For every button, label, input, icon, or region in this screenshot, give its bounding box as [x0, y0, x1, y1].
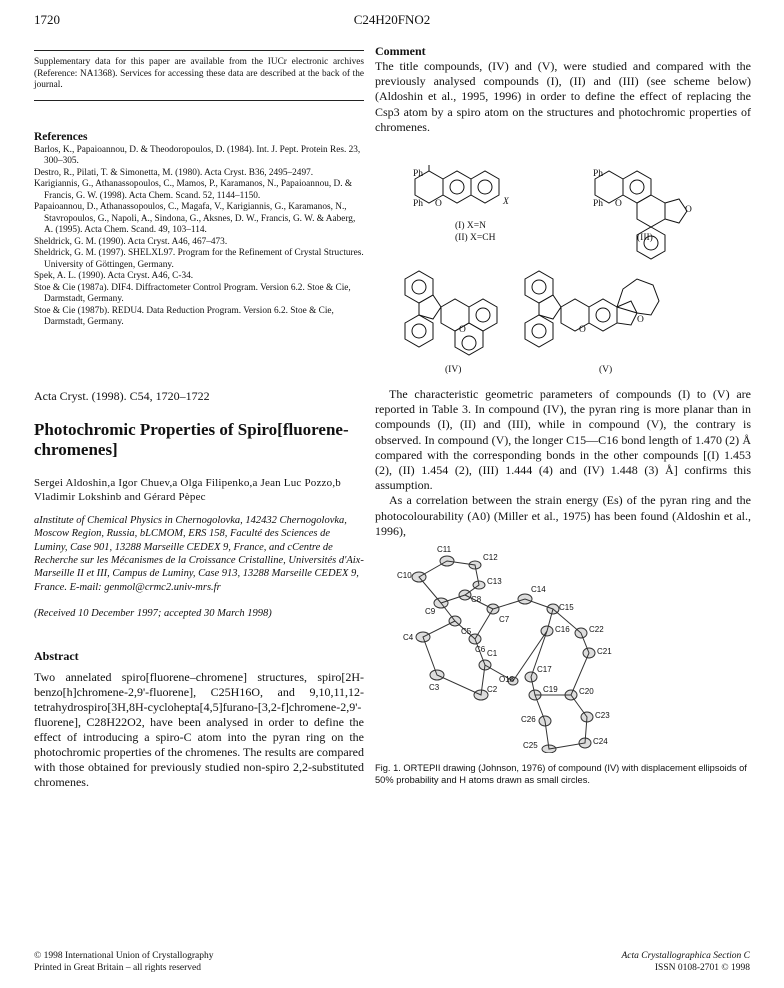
- article-title: Photochromic Properties of Spiro[fluorene-chromenes]: [34, 419, 349, 459]
- atom-label: C19: [543, 685, 558, 695]
- comment-heading: Comment: [375, 44, 426, 58]
- bottom-rule: [34, 100, 364, 101]
- chemical-scheme: [375, 139, 751, 381]
- reference-item: Destro, R., Pilati, T. & Simonetta, M. (1980). Acta Cryst. B36, 2495–2497.: [34, 167, 314, 178]
- ph-label: Ph: [413, 169, 424, 180]
- article-authors: Sergei Aldoshin,a Igor Chuev,a Olga Filipenko,a Jean Luc Pozzo,b Vladimir Lokshinb and Gérard Pèpec: [34, 476, 341, 503]
- o-label: O: [685, 205, 692, 216]
- ph-label: Ph: [593, 199, 604, 210]
- reference-item: Karigiannis, G., Athanassopoulos, C., Mamos, P., Karamanos, N., Papaioannou, D. & Francis, G. W. (1998). Acta Chem. Scand. 52, 1144–1150.: [34, 179, 353, 201]
- received-dates: (Received 10 December 1997; accepted 30 March 1998): [34, 608, 272, 620]
- reference-item: Sheldrick, G. M. (1997). SHELXL97. Program for the Refinement of Crystal Structures. University of Göttingen, Germany.: [34, 248, 364, 270]
- atom-label: C8: [471, 595, 482, 605]
- journal-footer: [621, 950, 750, 974]
- comment-paragraph-2: The characteristic geometric parameters of compounds (I) to (V) are reported in Table 3. In compound (IV), the pyran ring is more planar than in compounds (I), (II) and (III), while in compound (V), the contrary is observed. In compound (V), the longer C15—C16 bond length of 1.470 (2) Å compared with the corresponding bonds in the other compounds [(I) 1.453 (2), (II) 1.454 (2), (III) 1.444 (4) and (IV) 1.448 (3) Å] confirms this assumption.: [375, 387, 751, 493]
- ortep-figure: [375, 545, 751, 753]
- comment-paragraph-1: The title compounds, (IV) and (V), were studied and compared with the previously analysed compounds (I), (II) and (III) (see scheme below) (Aldoshin et al., 1995, 1996) in order to define the effect of replacing the Csp3 atom by a spiro atom on the structures and photochromic properties of chromenes.: [375, 59, 751, 134]
- journal-name: Acta Crystallographica Section C: [621, 951, 750, 961]
- left-column: [34, 50, 364, 790]
- compound-iv-label: (IV): [445, 365, 462, 376]
- o-label: O: [459, 325, 466, 336]
- atom-label: C4: [403, 633, 414, 643]
- atom-label: C16: [555, 625, 570, 635]
- atom-label: C20: [579, 687, 594, 697]
- article-affiliation: aInstitute of Chemical Physics in Chernogolovka, 142432 Chernogolovka, Moscow Region, Russia, bLCMOM, ERS 158, Faculté des Sciences de Luminy, Case 901, 13288 Marseille CEDEX 9, France, and cCentre de Recherche sur les Mécanismes de la Croissance Cristalline, Universités d'Aix-Marseille II et III, Campus de Luminy, Case 913, 13288 Marseille CEDEX 9, France. E-mail: genmol@crmc2.univ-mrs.fr: [34, 514, 364, 593]
- article-citation: Acta Cryst. (1998). C54, 1720–1722: [34, 388, 210, 403]
- x-label: X: [503, 197, 509, 208]
- page-number: 1720: [34, 12, 60, 27]
- atom-label: C5: [461, 627, 472, 637]
- ortep-drawing: [375, 545, 751, 753]
- comment-paragraph-3: As a correlation between the strain energy (Es) of the pyran ring and the photocolourability (A0) (Miller et al., 1975) has been found (Aldoshin et al., 1996),: [375, 493, 751, 538]
- atom-label: C7: [499, 615, 510, 625]
- right-column: [375, 44, 751, 786]
- compound-v-label: (V): [599, 365, 613, 376]
- abstract-text: Two annelated spiro[fluorene–chromene] structures, spiro[2H-benzo[h]chromene-2,9'-fluorene], C25H16O, and 9,10,11,12-tetrahydrospiro[3H,8H-cyclohepta[4,5]furano-[3,2-f]chromene-2,9'-fluorene], C28H22O2, have been analysed in order to define the effect of introducing a spiro-C atom into the pyran ring on the photochromic properties of the chromenes. The results are compared with those obtained for previously studied non-spiro 2,2-substituted chromenes.: [34, 670, 364, 790]
- atom-label: O18: [499, 675, 515, 685]
- atom-label: C9: [425, 607, 436, 617]
- reference-item: Stoe & Cie (1987a). DIF4. Diffractometer Control Program. Version 6.2. Stoe & Cie, Darmstadt, Germany.: [34, 282, 351, 305]
- o-label: O: [435, 199, 442, 210]
- figure-caption: Fig. 1. ORTEPII drawing (Johnson, 1976) of compound (IV) with displacement ellipsoids of 50% probability and H atoms drawn as small circles.: [375, 763, 747, 785]
- copyright-line: © 1998 International Union of Crystallography: [34, 951, 214, 961]
- o-label: O: [637, 315, 644, 326]
- atom-label: C25: [523, 741, 538, 751]
- journal-issn: ISSN 0108-2701 © 1998: [654, 963, 750, 973]
- atom-label: C14: [531, 585, 546, 595]
- reference-item: Barlos, K., Papaioannou, D. & Theodoropoulos, D. (1984). Int. J. Pept. Protein Res. 23, 300–305.: [34, 144, 361, 167]
- atom-label: C22: [589, 625, 604, 635]
- atom-label: C26: [521, 715, 536, 725]
- supplementary-note: Supplementary data for this paper are available from the IUCr electronic archives (Reference: NA1368). Services for accessing these data are described at the back of the journal.: [34, 57, 364, 91]
- atom-label: C3: [429, 683, 440, 693]
- atom-label: C13: [487, 577, 502, 587]
- compound-i-label: (I) X=N: [455, 221, 486, 232]
- atom-label: C12: [483, 553, 498, 563]
- atom-label: C21: [597, 647, 612, 657]
- atom-label: C6: [475, 645, 486, 655]
- reference-item: Stoe & Cie (1987b). REDU4. Data Reduction Program. Version 6.2. Stoe & Cie, Darmstadt, Germany.: [34, 305, 334, 328]
- scheme-drawing: [375, 139, 751, 381]
- references-list: [34, 145, 364, 329]
- ph-label: Ph: [413, 199, 424, 210]
- o-label: O: [615, 199, 622, 210]
- abstract-heading: Abstract: [34, 649, 79, 664]
- running-formula: C24H20FNO2: [353, 12, 431, 27]
- atom-label: C1: [487, 649, 498, 659]
- references-heading: References: [34, 130, 88, 143]
- atom-label: C15: [559, 603, 574, 613]
- atom-label: C17: [537, 665, 552, 675]
- reference-item: Papaioannou, D., Athanassopoulos, C., Magafa, V., Karigiannis, G., Karamanos, N., Stavropoulos, G., Napoli, A., Sindona, G., Aksnes, D. W., Francis, G. W. & Aaberg, A. (1995). Acta Chem. Scand. 49, 103–114.: [34, 202, 356, 236]
- printed-line: Printed in Great Britain – all rights reserved: [34, 963, 201, 973]
- atom-label: C10: [397, 571, 412, 581]
- reference-item: Spek, A. L. (1990). Acta Cryst. A46, C-34.: [34, 271, 194, 282]
- atom-label: C24: [593, 737, 608, 747]
- copyright-notice: [34, 950, 214, 974]
- compound-ii-label: (II) X=CH: [455, 233, 496, 244]
- atom-label: C11: [437, 545, 452, 555]
- o-label: O: [579, 325, 586, 336]
- compound-iii-label: (III): [637, 233, 653, 244]
- atom-label: C23: [595, 711, 610, 721]
- reference-item: Sheldrick, G. M. (1990). Acta Cryst. A46, 467–473.: [34, 236, 228, 247]
- ph-label: Ph: [593, 169, 604, 180]
- atom-label: C2: [487, 685, 498, 695]
- page-header: [34, 12, 750, 32]
